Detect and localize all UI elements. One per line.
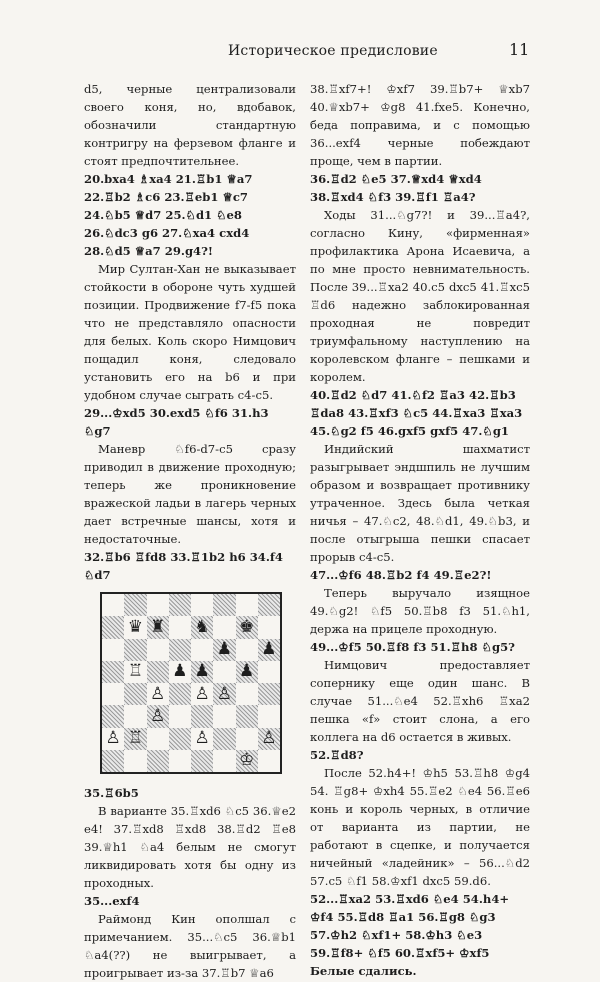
page-number: 11 [509, 40, 530, 59]
chess-piece-icon: ♞ [194, 616, 210, 637]
chess-piece-icon: ♛ [127, 616, 143, 637]
chess-piece-icon: ♔ [239, 750, 255, 771]
chess-piece-icon: ♙ [194, 728, 210, 749]
board-square [124, 728, 146, 750]
board-square [169, 594, 191, 616]
board-square [102, 728, 124, 750]
board-square [258, 661, 280, 683]
chess-piece-icon: ♟ [239, 661, 255, 682]
move-line: 32.♖b6 ♖fd8 33.♖1b2 h6 34.f4 ♘d7 [84, 550, 283, 582]
board-square [191, 683, 213, 705]
board-square [191, 750, 213, 772]
move-line: 52...♖xa2 53.♖xd6 ♘e4 54.h4+ ♔f4 55.♖d8 ♖a1 56.♖g8 ♘g3 57.♔h2 ♘xf1+ 58.♔h3 ♘e3 59.♖f8+ ♘f5 60.♖xf5+ ♔xf5 [310, 892, 510, 960]
board-square [102, 594, 124, 616]
chess-piece-icon: ♙ [194, 683, 210, 704]
chess-piece-icon: ♖ [127, 728, 143, 749]
board-square [102, 639, 124, 661]
board-square [191, 639, 213, 661]
board-square [213, 639, 235, 661]
chess-piece-icon: ♙ [150, 705, 166, 726]
board-square [147, 639, 169, 661]
board-square [236, 616, 258, 638]
board-square [147, 661, 169, 683]
board-square [258, 594, 280, 616]
board-square [213, 683, 235, 705]
commentary-paragraph: В варианте 35.♖xd6 ♘c5 36.♕e2 e4! 37.♖xd8 ♖xd8 38.♖d2 ♖e8 39.♕h1 ♘a4 белым не смогут ликвидировать хотя бы одну из проходных. [84, 804, 296, 890]
board-square [124, 683, 146, 705]
board-square [213, 616, 235, 638]
board-square [213, 705, 235, 727]
commentary-paragraph: После 52.h4+! ♔h5 53.♖h8 ♔g4 54. ♖g8+ ♔xh4 55.♖e2 ♘e4 56.♖e6 конь и король черных, в отличие от варианта из партии, не работают в сцепке, и получается ничейный «ладейник» – 56...♘d2 57.c5 ♘f1 58.♔xf1 dxc5 59.d6. [310, 766, 530, 888]
commentary-paragraph: Мир Султан-Хан не выказывает стойкости в обороне чуть худшей позиции. Продвижение f7-f5 пока что не представляло опасности для белых. Коль скоро Нимцович пощадил коня, следовало установить его на b6 и при удобном случае сыграть c4-c5. [84, 262, 296, 402]
board-square [236, 750, 258, 772]
left-column [84, 80, 296, 982]
chess-piece-icon: ♚ [239, 616, 255, 637]
board-square [102, 705, 124, 727]
chess-piece-icon: ♙ [150, 683, 166, 704]
chess-piece-icon: ♜ [150, 616, 166, 637]
board-square [236, 594, 258, 616]
board-square [124, 639, 146, 661]
board-square [258, 683, 280, 705]
move-line: 20.bxa4 ♗xa4 21.♖b1 ♕a7 22.♖b2 ♗c6 23.♖eb1 ♕c7 24.♘b5 ♕d7 25.♘d1 ♘e8 26.♘dc3 g6 27.♘xa4 cxd4 28.♘d5 ♕a7 29.g4?! [84, 172, 253, 258]
board-square [102, 683, 124, 705]
move-line: Белые сдались. [310, 964, 417, 978]
board-square [102, 661, 124, 683]
board-square [147, 594, 169, 616]
move-line: 49...♔f5 50.♖f8 f3 51.♖h8 ♘g5? [310, 640, 515, 654]
commentary-paragraph: Индийский шахматист разыгрывает эндшпиль не лучшим образом и возвращает противнику утраченное. Здесь была четкая ничья – 47.♘c2, 48.♘d1, 49.♘b3, и после отыгрыша пешки спасает прорыв c4-c5. [310, 442, 530, 564]
board-square [169, 705, 191, 727]
board-square [236, 728, 258, 750]
commentary-paragraph: Ходы 31...♘g7?! и 39...♖a4?, согласно Кину, «фирменная» профилактика Арона Исаевича, а по мне просто невнимательность. После 39...♖xa2 40.c5 dxc5 41.♖xc5 ♖d6 надежно заблокированная проходная не повредит триумфальному наступлению на королевском фланге – пешками и королем. [310, 208, 530, 384]
commentary-paragraph: Маневр ♘f6-d7-c5 сразу приводил в движение проходную; теперь же проникновение вражеской ладьи в лагерь черных дает встречные шансы, хотя и недостаточные. [84, 442, 296, 546]
right-column [310, 80, 530, 980]
move-line: 36.♖d2 ♘e5 37.♕xd4 ♕xd4 38.♖xd4 ♘f3 39.♖f1 ♖a4? [310, 172, 482, 204]
board-square [124, 705, 146, 727]
board-square [147, 728, 169, 750]
board-square [258, 728, 280, 750]
board-square [102, 616, 124, 638]
chess-piece-icon: ♖ [127, 661, 143, 682]
commentary-paragraph: Раймонд Кин ополшал с примечанием. 35...♘c5 36.♕b1 ♘a4(??) не выигрывает, а проигрывает из-за 37.♖b7 ♕a6 [84, 912, 296, 980]
board-square [258, 705, 280, 727]
board-square [147, 705, 169, 727]
board-square [236, 639, 258, 661]
board-square [213, 750, 235, 772]
board-square [169, 683, 191, 705]
board-square [213, 594, 235, 616]
move-line: 35...exf4 [84, 894, 140, 908]
board-square [191, 661, 213, 683]
board-square [169, 661, 191, 683]
commentary-paragraph: Нимцович предоставляет сопернику еще один шанс. В случае 51...♘e4 52.♖xh6 ♖xa2 пешка «f» стоит слона, а его коллега на d6 остается в живых. [310, 658, 530, 744]
board-square [191, 705, 213, 727]
chess-diagram [100, 592, 282, 774]
move-line: 47...♔f6 48.♖b2 f4 49.♖e2?! [310, 568, 492, 582]
commentary-paragraph: 38.♖xf7+! ♔xf7 39.♖b7+ ♕xb7 40.♕xb7+ ♔g8 41.fxe5. Конечно, беда поправима, и с помощью 36...exf4 черные побеждают проще, чем в партии. [310, 82, 530, 168]
chess-board [102, 594, 280, 772]
board-square [169, 616, 191, 638]
board-square [213, 661, 235, 683]
board-square [213, 728, 235, 750]
board-square [124, 661, 146, 683]
board-square [147, 750, 169, 772]
chess-piece-icon: ♟ [194, 661, 210, 682]
board-square [169, 750, 191, 772]
commentary-paragraph: Теперь выручало изящное 49.♘g2! ♘f5 50.♖b8 f3 51.♘h1, держа на прицеле проходную. [310, 586, 530, 636]
board-square [147, 616, 169, 638]
chess-piece-icon: ♟ [261, 639, 277, 660]
chess-piece-icon: ♙ [105, 728, 121, 749]
board-square [258, 616, 280, 638]
board-square [236, 661, 258, 683]
board-square [236, 705, 258, 727]
board-square [236, 683, 258, 705]
commentary-paragraph: d5, черные централизовали своего коня, но, вдобавок, обозначили стандартную контригру на ферзевом фланге и стоят предпочтительнее. [84, 82, 296, 168]
board-square [258, 639, 280, 661]
board-square [169, 639, 191, 661]
board-square [169, 728, 191, 750]
board-square [191, 728, 213, 750]
board-square [147, 683, 169, 705]
move-line: 29...♔xd5 30.exd5 ♘f6 31.h3 ♘g7 [84, 406, 269, 438]
board-square [102, 750, 124, 772]
board-square [124, 616, 146, 638]
board-square [191, 594, 213, 616]
move-line: 35.♖6b5 [84, 786, 139, 800]
chess-piece-icon: ♙ [261, 728, 277, 749]
board-square [124, 750, 146, 772]
move-line: 52.♖d8? [310, 748, 364, 762]
chess-piece-icon: ♟ [172, 661, 188, 682]
board-square [191, 616, 213, 638]
chess-piece-icon: ♙ [216, 683, 232, 704]
move-line: 40.♖d2 ♘d7 41.♘f2 ♖a3 42.♖b3 ♖da8 43.♖xf3 ♘c5 44.♖xa3 ♖xa3 45.♘g2 f5 46.gxf5 gxf5 47.♘g1 [310, 388, 523, 438]
chess-piece-icon: ♟ [216, 639, 232, 660]
board-square [258, 750, 280, 772]
board-square [124, 594, 146, 616]
running-header: Историческое предисловие [228, 43, 438, 59]
